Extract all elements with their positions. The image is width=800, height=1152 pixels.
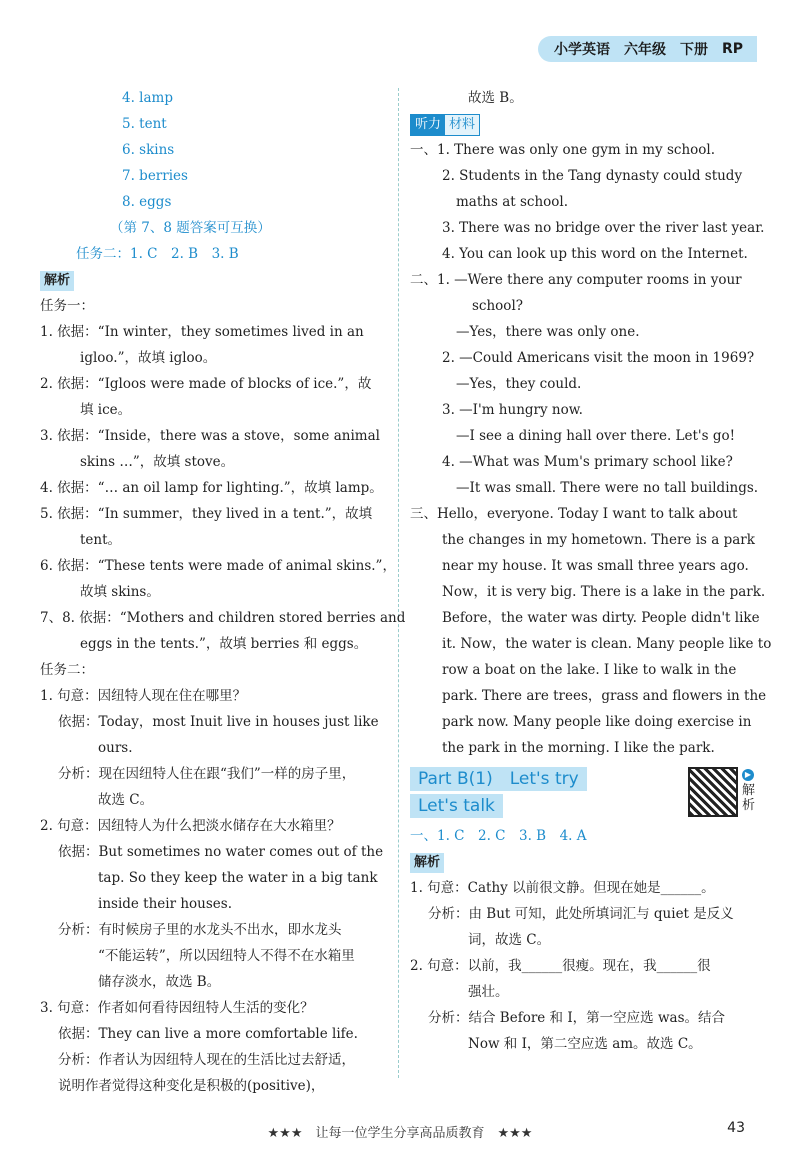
listening-line: 3. —I'm hungry now. [442, 402, 583, 418]
listening-line: —I see a dining hall over there. Let's go! [456, 428, 736, 444]
header-subject: 小学英语 [553, 42, 610, 58]
passage-line: it. Now，the water is clean. Many people like to [442, 636, 772, 652]
listening-line: —Yes，there was only one. [456, 324, 640, 340]
listening-line: —Yes，they could. [456, 376, 582, 392]
part-subtitle: Let's talk [410, 794, 503, 818]
task1-item: 2. 依据：“Igloos were made of blocks of ice.”，故 [40, 376, 372, 392]
task2-line: 依据：They can live a more comfortable life. [58, 1026, 358, 1042]
header-edition: RP [721, 41, 743, 57]
listening-line: school? [472, 298, 523, 314]
task2-line: 1. 句意：因纽特人现在住在哪里？ [40, 688, 247, 704]
passage-line: park now. Many people like doing exercise in [442, 714, 752, 730]
task2-line: 储存淡水，故选 B。 [98, 974, 221, 990]
listening-line: 2. Students in the Tang dynasty could study [442, 168, 743, 184]
header-term: 下册 [679, 42, 708, 58]
listening-line: 二、1. —Were there any computer rooms in your [410, 272, 742, 288]
task2-line: 分析：现在因纽特人住在跟“我们”一样的房子里， [58, 766, 356, 782]
task1-item-cont: 填 ice。 [80, 402, 132, 418]
answer-line: 4. lamp [122, 90, 173, 106]
passage-line: row a boat on the lake. I like to walk in the [442, 662, 737, 678]
listening-line: 3. There was no bridge over the river last year. [442, 220, 765, 236]
listening-line: 4. You can look up this word on the Internet. [442, 246, 748, 262]
listening-line: maths at school. [456, 194, 569, 210]
task1-item-cont: eggs in the tents.”，故填 berries 和 eggs。 [80, 636, 368, 652]
passage-line: near my house. It was small three years ago. [442, 558, 749, 574]
listening-material-label: 听力 材料 [410, 114, 480, 136]
task2-line: 故选 C。 [98, 792, 154, 808]
listening-line: 4. —What was Mum's primary school like? [442, 454, 733, 470]
task2-line: inside their houses. [98, 896, 233, 912]
analysis-line: 强壮。 [468, 984, 509, 1000]
header-grade: 六年级 [623, 42, 666, 58]
passage-line: the changes in my hometown. There is a park [442, 532, 755, 548]
part-title: Part B(1) Let's try [410, 767, 587, 791]
answer-line: 6. skins [122, 142, 175, 158]
task2-line: 依据：Today，most Inuit live in houses just like [58, 714, 379, 730]
answer-note: （第 7、8 题答案可互换） [110, 220, 271, 236]
task1-item-cont: tent。 [80, 532, 122, 548]
task1-item: 7、8. 依据：“Mothers and children stored berries and [40, 610, 406, 626]
task2-answers: 任务二：1. C 2. B 3. B [76, 246, 239, 262]
answer-line: 7. berries [122, 168, 188, 184]
listening-line: 一、1. There was only one gym in my school. [410, 142, 716, 158]
task2-line: 分析：有时候房子里的水龙头不出水，即水龙头 [58, 922, 342, 938]
continued-text: 故选 B。 [468, 90, 523, 106]
analysis-line: 词，故选 C。 [468, 932, 551, 948]
passage-line: park. There are trees，grass and flowers in the [442, 688, 767, 704]
task2-line: 2. 句意：因纽特人为什么把淡水储存在大水箱里？ [40, 818, 341, 834]
task1-item: 6. 依据：“These tents were made of animal skins.”， [40, 558, 396, 574]
passage-line: Now，it is very big. There is a lake in the park. [442, 584, 766, 600]
analysis-line: Now 和 I，第二空应选 am。故选 C。 [468, 1036, 702, 1052]
passage-line: Before，the water was dirty. People didn't like [442, 610, 760, 626]
passage-line: the park in the morning. I like the park. [442, 740, 715, 756]
task1-title: 任务一： [40, 298, 94, 314]
task1-item: 4. 依据：“… an oil lamp for lighting.”，故填 lamp。 [40, 480, 383, 496]
answer-line: 8. eggs [122, 194, 172, 210]
header-tab [538, 36, 757, 62]
task2-line: “不能运转”，所以因纽特人不得不在水箱里 [98, 948, 355, 964]
right-column [410, 85, 772, 1057]
analysis-line: 1. 句意：Cathy 以前很文静。但现在她是______。 [410, 880, 715, 896]
listening-line: —It was small. There were no tall buildings. [456, 480, 759, 496]
analysis-line: 分析：结合 Before 和 I，第一空应选 was。结合 [428, 1010, 726, 1026]
passage-line: 三、Hello，everyone. Today I want to talk about [410, 506, 738, 522]
analysis-label: 解析 [40, 271, 74, 291]
task2-line: 说明作者觉得这种变化是积极的(positive)， [58, 1078, 325, 1094]
analysis-label: 解析 [410, 853, 444, 873]
column-divider [398, 88, 399, 1078]
play-icon: ▶ [742, 769, 754, 781]
qr-code-icon[interactable] [688, 767, 738, 817]
part-header [410, 767, 758, 823]
analysis-line: 分析：由 But 可知，此处所填词汇与 quiet 是反义 [428, 906, 734, 922]
task1-item-cont: skins …”，故填 stove。 [80, 454, 235, 470]
task2-title: 任务二： [40, 662, 94, 678]
task2-line: ours. [98, 740, 133, 756]
task1-item: 3. 依据：“Inside，there was a stove，some animal [40, 428, 380, 444]
left-column [40, 85, 406, 1099]
listening-line: 2. —Could Americans visit the moon in 1969? [442, 350, 755, 366]
task2-line: 3. 句意：作者如何看待因纽特人生活的变化？ [40, 1000, 314, 1016]
page-number: 43 [727, 1120, 745, 1136]
task1-item: 5. 依据：“In summer，they lived in a tent.”，故填 [40, 506, 373, 522]
task1-item-cont: igloo.”，故填 igloo。 [80, 350, 217, 366]
task2-line: tap. So they keep the water in a big tank [98, 870, 378, 886]
task2-line: 依据：But sometimes no water comes out of the [58, 844, 384, 860]
task2-line: 分析：作者认为因纽特人现在的生活比过去舒适， [58, 1052, 355, 1068]
answer-line: 5. tent [122, 116, 167, 132]
task1-item-cont: 故填 skins。 [80, 584, 160, 600]
task1-item: 1. 依据：“In winter，they sometimes lived in an [40, 324, 364, 340]
qr-label: 解析 [742, 783, 756, 813]
analysis-line: 2. 句意：以前，我______很瘦。现在，我______很 [410, 958, 711, 974]
footer-slogan: ★★★ 让每一位学生分享高品质教育 ★★★ [267, 1126, 533, 1141]
talk-answers: 一、1. C 2. C 3. B 4. A [410, 828, 587, 844]
